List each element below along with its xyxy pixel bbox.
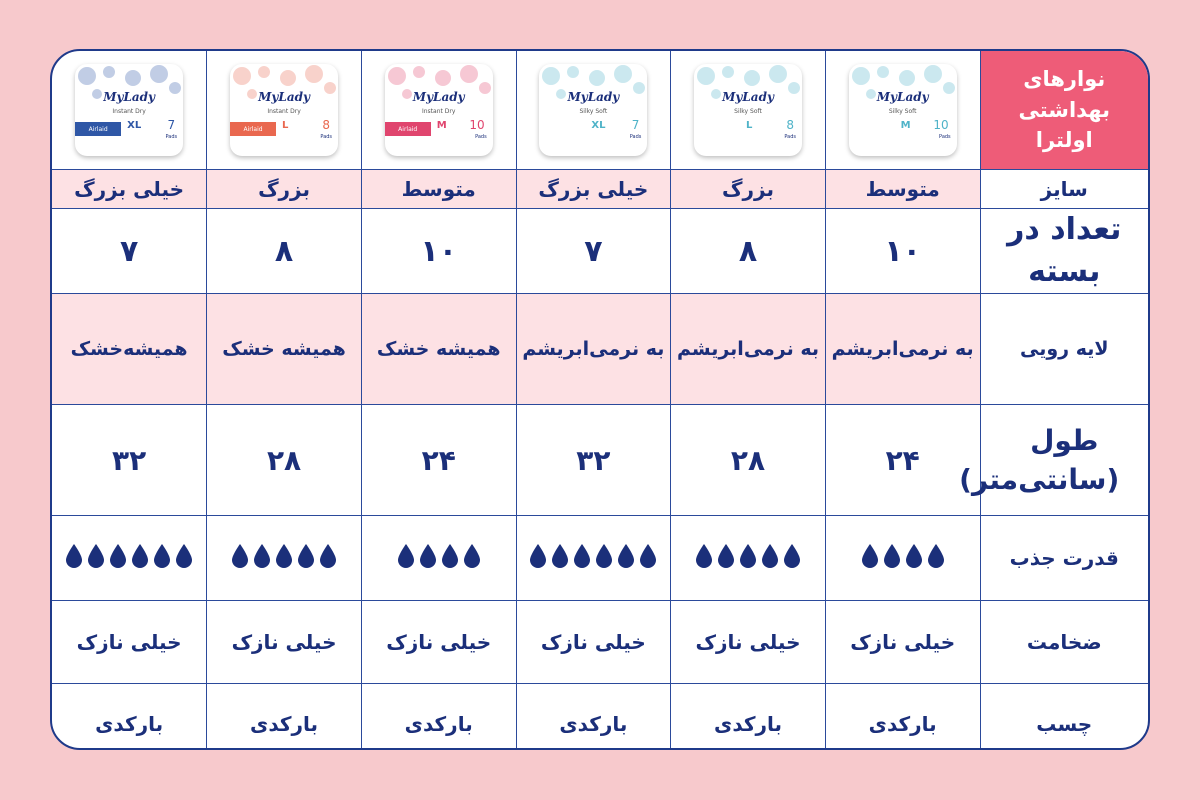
product-pads-label: Pads [165, 134, 178, 140]
product-package-image [230, 64, 338, 156]
product-band: Airlaid [230, 122, 276, 136]
size-cell: بزرگ [671, 170, 826, 209]
size-cell: متوسط [361, 170, 516, 209]
count-cell: ۷ [52, 209, 207, 294]
thickness-row [52, 601, 1148, 684]
water-drop-icon [275, 543, 293, 569]
length-cell: ۲۸ [671, 405, 826, 516]
water-drop-icon [441, 543, 459, 569]
water-drop-icon [783, 543, 801, 569]
product-line: Instant Dry [421, 108, 456, 115]
product-pack-count: 8 [322, 118, 331, 132]
row-label-length [959, 405, 1148, 516]
product-size-code: XL [127, 120, 142, 131]
absorbency-cell [361, 516, 516, 601]
product-package-image [849, 64, 957, 156]
count-cell: ۸ [671, 209, 826, 294]
size-cell: بزرگ [207, 170, 362, 209]
adhesive-cell: بارکدی [671, 684, 826, 751]
top-layer-cell: به نرمی‌ابریشم [516, 294, 671, 405]
length-cell: ۲۴ [361, 405, 516, 516]
product-package-image [75, 64, 183, 156]
row-label-length-text: طول (سانتی‌متر) [959, 423, 1120, 496]
product-cell [825, 51, 980, 170]
thickness-cell: خیلی نازک [361, 601, 516, 684]
product-size-code: M [900, 120, 911, 131]
product-pads-label: Pads [784, 134, 797, 140]
size-cell: خیلی بزرگ [52, 170, 207, 209]
adhesive-row [52, 684, 1148, 751]
count-cell: ۱۰ [825, 209, 980, 294]
row-label-count: تعداد در بسته [980, 209, 1148, 294]
absorbency-row [52, 516, 1148, 601]
table-title [980, 51, 1148, 170]
row-label-thickness: ضخامت [980, 601, 1148, 684]
length-cell: ۲۸ [207, 405, 362, 516]
water-drop-icon [617, 543, 635, 569]
product-pads-label: Pads [629, 134, 642, 140]
absorbency-cell [825, 516, 980, 601]
water-drop-icon [419, 543, 437, 569]
product-pads-label: Pads [939, 134, 951, 140]
water-drop-icon [253, 543, 271, 569]
adhesive-cell: بارکدی [52, 684, 207, 751]
product-cell [671, 51, 826, 170]
top-layer-cell: همیشه خشک [361, 294, 516, 405]
water-drop-icon [717, 543, 735, 569]
length-cell: ۳۲ [516, 405, 671, 516]
product-brand: MyLady [722, 90, 774, 104]
product-pads-label: Pads [475, 134, 487, 140]
absorbency-drops [695, 543, 801, 569]
product-band: Airlaid [385, 122, 431, 136]
product-package-image [694, 64, 802, 156]
product-brand: MyLady [567, 90, 620, 104]
water-drop-icon [695, 543, 713, 569]
product-line: Instant Dry [267, 108, 301, 115]
water-drop-icon [153, 543, 171, 569]
water-drop-icon [297, 543, 315, 569]
top-layer-row [52, 294, 1148, 405]
thickness-cell: خیلی نازک [516, 601, 671, 684]
product-size-code: XL [591, 120, 606, 131]
thickness-cell: خیلی نازک [52, 601, 207, 684]
water-drop-icon [761, 543, 779, 569]
product-size-code: M [436, 120, 447, 131]
water-drop-icon [595, 543, 613, 569]
water-drop-icon [319, 543, 337, 569]
water-drop-icon [551, 543, 569, 569]
water-drop-icon [109, 543, 127, 569]
absorbency-cell [52, 516, 207, 601]
row-label-size: سایز [980, 170, 1148, 209]
water-drop-icon [529, 543, 547, 569]
water-drop-icon [639, 543, 657, 569]
absorbency-cell [516, 516, 671, 601]
absorbency-drops [861, 543, 945, 569]
water-drop-icon [927, 543, 945, 569]
size-row [52, 170, 1148, 209]
water-drop-icon [397, 543, 415, 569]
product-brand: MyLady [412, 90, 465, 104]
product-package-image [539, 64, 647, 156]
adhesive-cell: بارکدی [825, 684, 980, 751]
water-drop-icon [231, 543, 249, 569]
length-row [52, 405, 1148, 516]
count-row [52, 209, 1148, 294]
absorbency-drops [65, 543, 193, 569]
size-cell: متوسط [825, 170, 980, 209]
count-cell: ۷ [516, 209, 671, 294]
product-line: Silky Soft [734, 108, 762, 115]
water-drop-icon [573, 543, 591, 569]
row-label-adhesive: چسب [980, 684, 1148, 751]
adhesive-cell: بارکدی [207, 684, 362, 751]
water-drop-icon [65, 543, 83, 569]
absorbency-drops [529, 543, 657, 569]
product-line: Instant Dry [112, 108, 146, 115]
adhesive-cell: بارکدی [361, 684, 516, 751]
product-cell [516, 51, 671, 170]
absorbency-drops [397, 543, 481, 569]
product-size-code: L [746, 120, 753, 131]
top-layer-cell: همیشه خشک [207, 294, 362, 405]
count-cell: ۸ [207, 209, 362, 294]
top-layer-cell: همیشه‌خشک [52, 294, 207, 405]
absorbency-cell [207, 516, 362, 601]
product-cell [52, 51, 207, 170]
product-pack-count: 7 [631, 118, 640, 132]
water-drop-icon [175, 543, 193, 569]
length-cell: ۲۴ [825, 405, 980, 516]
top-layer-cell: به نرمی‌ابریشم [825, 294, 980, 405]
product-pack-count: 8 [786, 118, 795, 132]
product-package-image [385, 64, 493, 156]
size-cell: خیلی بزرگ [516, 170, 671, 209]
product-brand: MyLady [103, 90, 156, 104]
row-label-top-layer: لایه رویی [980, 294, 1148, 405]
product-cell [207, 51, 362, 170]
top-layer-cell: به نرمی‌ابریشم [671, 294, 826, 405]
water-drop-icon [87, 543, 105, 569]
water-drop-icon [131, 543, 149, 569]
product-line: Silky Soft [579, 108, 608, 115]
count-cell: ۱۰ [361, 209, 516, 294]
product-line: Silky Soft [888, 108, 917, 115]
length-cell: ۳۲ [52, 405, 207, 516]
product-band: Airlaid [75, 122, 121, 136]
product-brand: MyLady [258, 90, 310, 104]
adhesive-cell: بارکدی [516, 684, 671, 751]
product-pack-count: 7 [167, 118, 176, 132]
water-drop-icon [883, 543, 901, 569]
product-brand: MyLady [876, 90, 929, 104]
absorbency-drops [231, 543, 337, 569]
product-pack-count: 10 [469, 118, 485, 132]
thickness-cell: خیلی نازک [671, 601, 826, 684]
row-label-absorbency: قدرت جذب [980, 516, 1148, 601]
water-drop-icon [739, 543, 757, 569]
product-image-row [52, 51, 1148, 170]
comparison-table [52, 51, 1148, 750]
thickness-cell: خیلی نازک [825, 601, 980, 684]
table-title-text: نوارهای بهداشتی اولترا [1018, 67, 1111, 153]
water-drop-icon [463, 543, 481, 569]
comparison-card [50, 49, 1150, 750]
product-pads-label: Pads [320, 134, 333, 140]
absorbency-cell [671, 516, 826, 601]
product-cell [361, 51, 516, 170]
water-drop-icon [905, 543, 923, 569]
thickness-cell: خیلی نازک [207, 601, 362, 684]
water-drop-icon [861, 543, 879, 569]
product-pack-count: 10 [933, 118, 949, 132]
product-size-code: L [282, 120, 289, 131]
